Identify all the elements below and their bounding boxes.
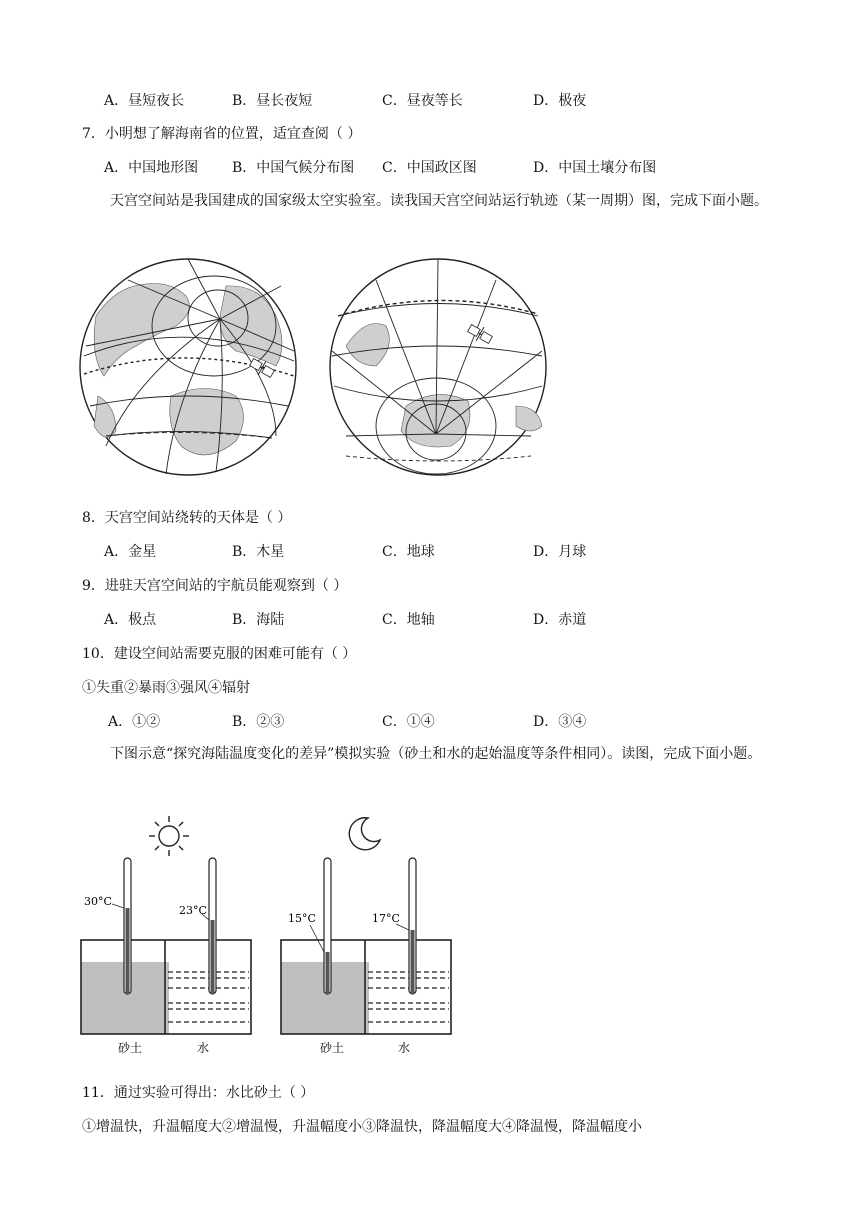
day-water-label: 水 xyxy=(197,1041,210,1055)
q7-option-d: D．中国土壤分布图 xyxy=(533,160,657,176)
intro-space-station: 天宫空间站是我国建成的国家级太空实验室。读我国天宫空间站运行轨迹（某一周期）图，完成下面小题。 xyxy=(110,193,768,209)
globe-north xyxy=(80,259,296,475)
q9-option-c: C．地轴 xyxy=(382,612,435,628)
q11-stem: 11．通过实验可得出：水比砂土（ ） xyxy=(82,1085,315,1101)
orbit-globes-figure xyxy=(76,256,556,478)
intro-experiment: 下图示意“探究海陆温度变化的差异”模拟实验（砂土和水的起始温度等条件相同）。读图，完成下面小题。 xyxy=(110,746,762,762)
q10-sub: ①失重②暴雨③强风④辐射 xyxy=(82,680,250,696)
q6-option-b: B．昼长夜短 xyxy=(232,93,313,109)
q10-option-a: A．①② xyxy=(108,714,161,730)
q6-option-c: C．昼夜等长 xyxy=(382,93,463,109)
q8-stem: 8．天宫空间站绕转的天体是（ ） xyxy=(82,510,292,526)
q7-option-c: C．中国政区图 xyxy=(382,160,477,176)
q8-option-b: B．木星 xyxy=(232,544,285,560)
q8-option-d: D．月球 xyxy=(533,544,587,560)
sun-icon xyxy=(149,816,189,856)
globe-south xyxy=(330,259,546,475)
q9-stem: 9．进驻天宫空间站的宇航员能观察到（ ） xyxy=(82,578,348,594)
moon-icon xyxy=(349,818,380,850)
night-sand-label: 砂土 xyxy=(320,1041,345,1055)
q10-option-b: B．②③ xyxy=(232,714,285,730)
q7-option-a: A．中国地形图 xyxy=(104,160,199,176)
q9-option-d: D．赤道 xyxy=(533,612,587,628)
q8-option-a: A．金星 xyxy=(104,544,157,560)
night-container xyxy=(281,858,451,1055)
night-water-label: 水 xyxy=(398,1041,411,1055)
night-water-temp: 17°C xyxy=(372,912,400,925)
q9-option-a: A．极点 xyxy=(104,612,157,628)
day-sand-label: 砂土 xyxy=(118,1041,143,1055)
q10-stem: 10．建设空间站需要克服的困难可能有（ ） xyxy=(82,646,357,662)
q9-option-b: B．海陆 xyxy=(232,612,285,628)
day-water-temp: 23°C xyxy=(179,904,207,917)
q8-option-c: C．地球 xyxy=(382,544,435,560)
q7-option-b: B．中国气候分布图 xyxy=(232,160,355,176)
q6-option-d: D．极夜 xyxy=(533,93,587,109)
q7-stem: 7．小明想了解海南省的位置，适宜查阅（ ） xyxy=(82,126,362,142)
day-container xyxy=(81,858,251,1055)
q10-option-c: C．①④ xyxy=(382,714,435,730)
day-sand-temp: 30°C xyxy=(84,895,112,908)
night-sand-temp: 15°C xyxy=(288,912,316,925)
q10-option-d: D．③④ xyxy=(533,714,587,730)
experiment-figure xyxy=(76,810,466,1062)
q11-sub: ①增温快，升温幅度大②增温慢，升温幅度小③降温快，降温幅度大④降温慢，降温幅度小 xyxy=(82,1119,642,1135)
q6-option-a: A．昼短夜长 xyxy=(104,93,185,109)
